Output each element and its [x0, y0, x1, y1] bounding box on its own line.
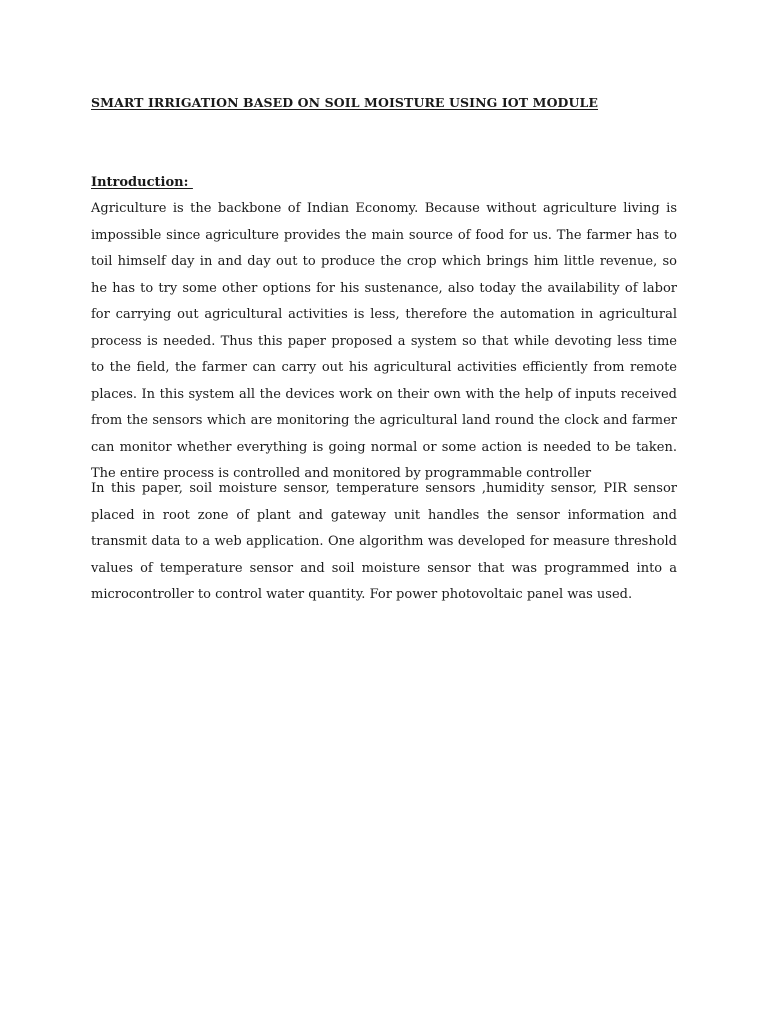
introduction-paragraph-2: In this paper, soil moisture sensor, temperature sensors ,humidity sensor, PIR sensor placed in root zone of plant and gateway unit handles the sensor information and transmit data to a web application. One algorithm was developed for measure threshold values of temperature sensor and soil moisture sensor that was programmed into a microcontroller to control water quantity. For power photovoltaic panel was used.	[91, 481, 677, 602]
introduction-paragraph-1: Agriculture is the backbone of Indian Economy. Because without agriculture living is impossible since agriculture provides the main source of food for us. The farmer has to toil himself day in and day out to produce the crop which brings him little revenue, so he has to try some other options for his sustenance, also today the availability of labor for carrying out agricultural activities is less, therefore the automation in agricultural process is needed. Thus this paper proposed a system so that while devoting less time to the field, the farmer can carry out his agricultural activities efficiently from remote places. In this system all the devices work on their own with the help of inputs received from the sensors which are monitoring the agricultural land round the clock and farmer can monitor whether everything is going normal or some action is needed to be taken. The entire process is controlled and monitored by programmable controller	[91, 201, 677, 481]
document-title: SMART IRRIGATION BASED ON SOIL MOISTURE USING IOT MODULE	[91, 95, 599, 110]
introduction-heading: Introduction:	[91, 175, 193, 190]
